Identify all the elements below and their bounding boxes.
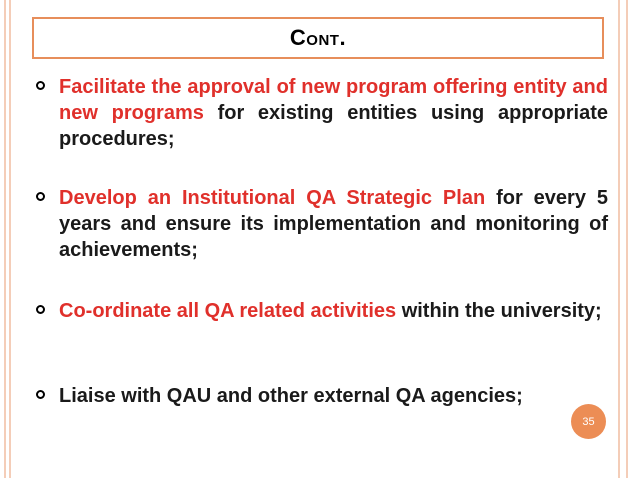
bullet-item [36, 383, 576, 409]
decorative-stripe [9, 0, 11, 478]
page-number-badge: 35 [571, 404, 606, 439]
bullet-item [36, 298, 608, 324]
circle-bullet-icon [36, 192, 45, 201]
bullet-item [36, 74, 608, 152]
bullet-rest: for every 5 years and ensure its implementation and monitoring of achievements; [59, 187, 609, 261]
bullet-rest: for existing entities using appropriate procedures; [59, 102, 609, 150]
bullet-rest: Liaise with QAU and other external QA agencies; [59, 385, 523, 407]
circle-bullet-icon [36, 390, 45, 399]
circle-bullet-icon [36, 81, 45, 90]
bullet-rest: within the university; [396, 300, 602, 322]
slide-title: Cont. [289, 25, 347, 50]
bullet-text [59, 298, 608, 324]
bullet-highlight: Facilitate the approval of new program offering entity and new programs [59, 76, 608, 124]
bullet-highlight: Co-ordinate all QA related activities [59, 300, 397, 322]
title-box [32, 17, 604, 59]
circle-bullet-icon [36, 305, 45, 314]
bullet-text [59, 185, 608, 263]
decorative-stripe [618, 0, 620, 478]
bullet-highlight: Develop an Institutional QA Strategic Plan [59, 187, 486, 209]
bullet-text [59, 74, 608, 152]
decorative-stripe [4, 0, 6, 478]
bullet-item [36, 185, 608, 263]
decorative-stripe [626, 0, 628, 478]
bullet-text [59, 383, 576, 409]
